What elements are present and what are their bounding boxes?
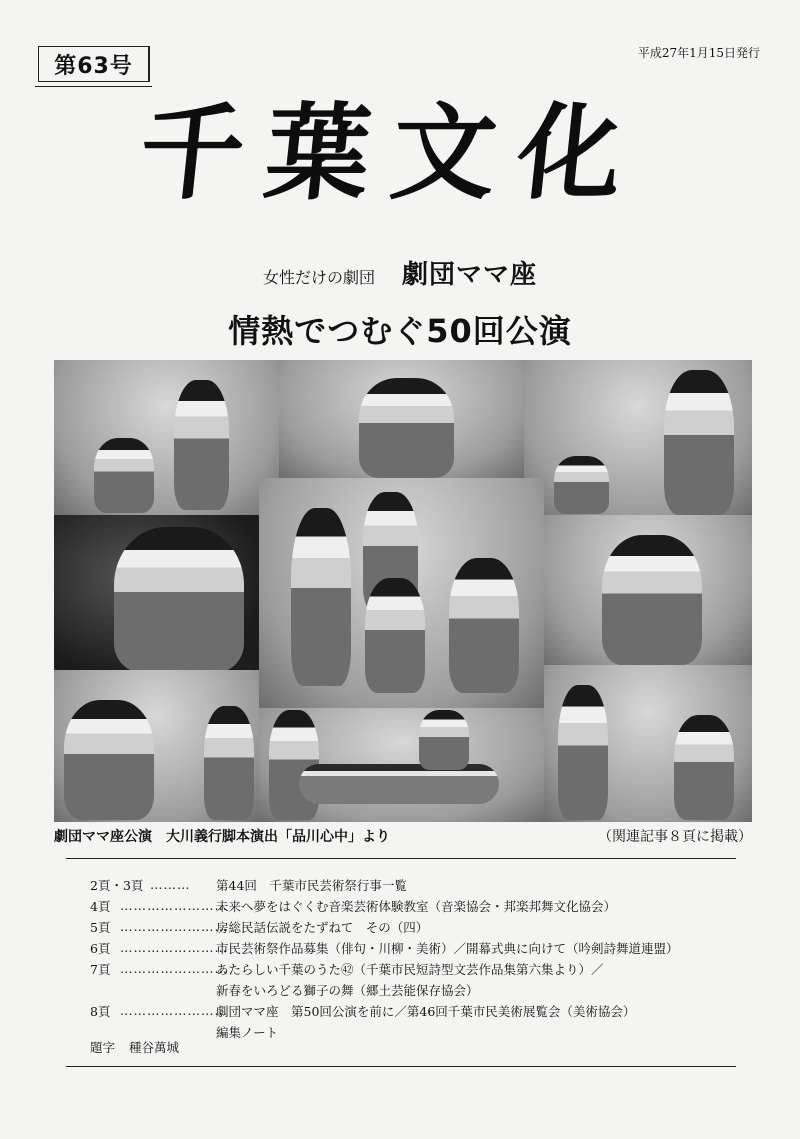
toc-page: 6頁	[90, 940, 111, 956]
headline-kicker: 女性だけの劇団	[262, 268, 375, 287]
calligraphy-name: 種谷萬城	[129, 1040, 180, 1055]
table-of-contents	[90, 874, 740, 1042]
photo-panel-center	[259, 478, 544, 708]
toc-page: 4頁	[90, 898, 111, 914]
performer-figure	[419, 710, 469, 770]
performer-figure	[602, 535, 702, 665]
performer-figure	[558, 685, 608, 820]
performer-figure	[674, 715, 734, 820]
toc-row	[90, 916, 740, 937]
headline-main: 情熱でつむぐ50回公演	[228, 312, 572, 350]
performer-figure	[299, 764, 499, 804]
photo-panel	[544, 665, 752, 822]
toc-leader: ………	[150, 877, 191, 892]
toc-leader: ……………………	[120, 898, 228, 913]
toc-title: 未来へ夢をはぐくむ音楽芸術体験教室（音楽協会・邦楽邦舞文化協会）	[216, 898, 617, 914]
toc-title: 編集ノート	[216, 1024, 279, 1040]
toc-row	[90, 937, 740, 958]
divider-top	[66, 858, 736, 859]
toc-row-continued	[90, 1021, 740, 1042]
toc-leader: ……………………	[120, 961, 228, 976]
performer-figure	[114, 527, 244, 672]
toc-leader: ……………………	[120, 940, 228, 955]
headline-kicker-line	[0, 254, 800, 291]
divider-bottom	[66, 1066, 736, 1067]
masthead-title: 千葉文化	[133, 91, 651, 214]
photo-panel	[544, 515, 752, 665]
performer-figure	[449, 558, 519, 693]
photo-panel	[54, 670, 259, 822]
toc-page: 5頁	[90, 919, 111, 935]
performer-figure	[94, 438, 154, 513]
performer-figure	[365, 578, 425, 693]
photo-panel	[279, 360, 524, 478]
toc-title: 劇団ママ座 第50回公演を前に／第46回千葉市民美術展覧会（美術協会）	[216, 1003, 636, 1019]
toc-title: あたらしい千葉のうた㊷（千葉市民短詩型文芸作品集第六集より）／	[216, 961, 604, 977]
photo-caption	[54, 826, 752, 846]
toc-row	[90, 958, 740, 979]
publish-date: 平成27年1月15日発行	[637, 46, 760, 60]
toc-page: 8頁	[90, 1003, 111, 1019]
photo-panel	[524, 360, 752, 515]
title-calligraphy-credit	[90, 1038, 179, 1056]
issue-number: 第63号	[38, 46, 150, 82]
toc-page: 2頁・3頁	[90, 877, 144, 893]
toc-row	[90, 874, 740, 895]
photo-panel	[54, 515, 259, 670]
toc-leader: ……………………	[120, 919, 228, 934]
performer-figure	[204, 706, 254, 820]
toc-row-continued	[90, 979, 740, 1000]
toc-page: 7頁	[90, 961, 111, 977]
performer-figure	[359, 378, 454, 478]
performer-figure	[174, 380, 229, 510]
cover-photo-collage	[54, 360, 752, 822]
photo-caption-reference: （関連記事８頁に掲載）	[598, 829, 752, 845]
calligraphy-label: 題字	[90, 1040, 116, 1055]
photo-panel	[54, 360, 279, 515]
troupe-name: 劇団ママ座	[402, 260, 538, 290]
toc-title: 市民芸術祭作品募集（俳句・川柳・美術）／開幕式典に向けて（吟剣詩舞道連盟）	[216, 940, 679, 956]
toc-row	[90, 1000, 740, 1021]
toc-title: 第44回 千葉市民芸術祭行事一覧	[216, 877, 407, 893]
toc-leader: ……………………	[120, 1003, 228, 1018]
photo-panel	[259, 708, 544, 822]
toc-title: 房総民話伝説をたずねて その（四）	[216, 919, 429, 935]
performer-figure	[664, 370, 734, 515]
toc-row	[90, 895, 740, 916]
photo-caption-text: 劇団ママ座公演 大川義行脚本演出「品川心中」より	[54, 829, 390, 845]
toc-title: 新春をいろどる獅子の舞（郷土芸能保存協会）	[216, 982, 479, 998]
performer-figure	[291, 508, 351, 686]
performer-figure	[554, 456, 609, 514]
performer-figure	[64, 700, 154, 820]
